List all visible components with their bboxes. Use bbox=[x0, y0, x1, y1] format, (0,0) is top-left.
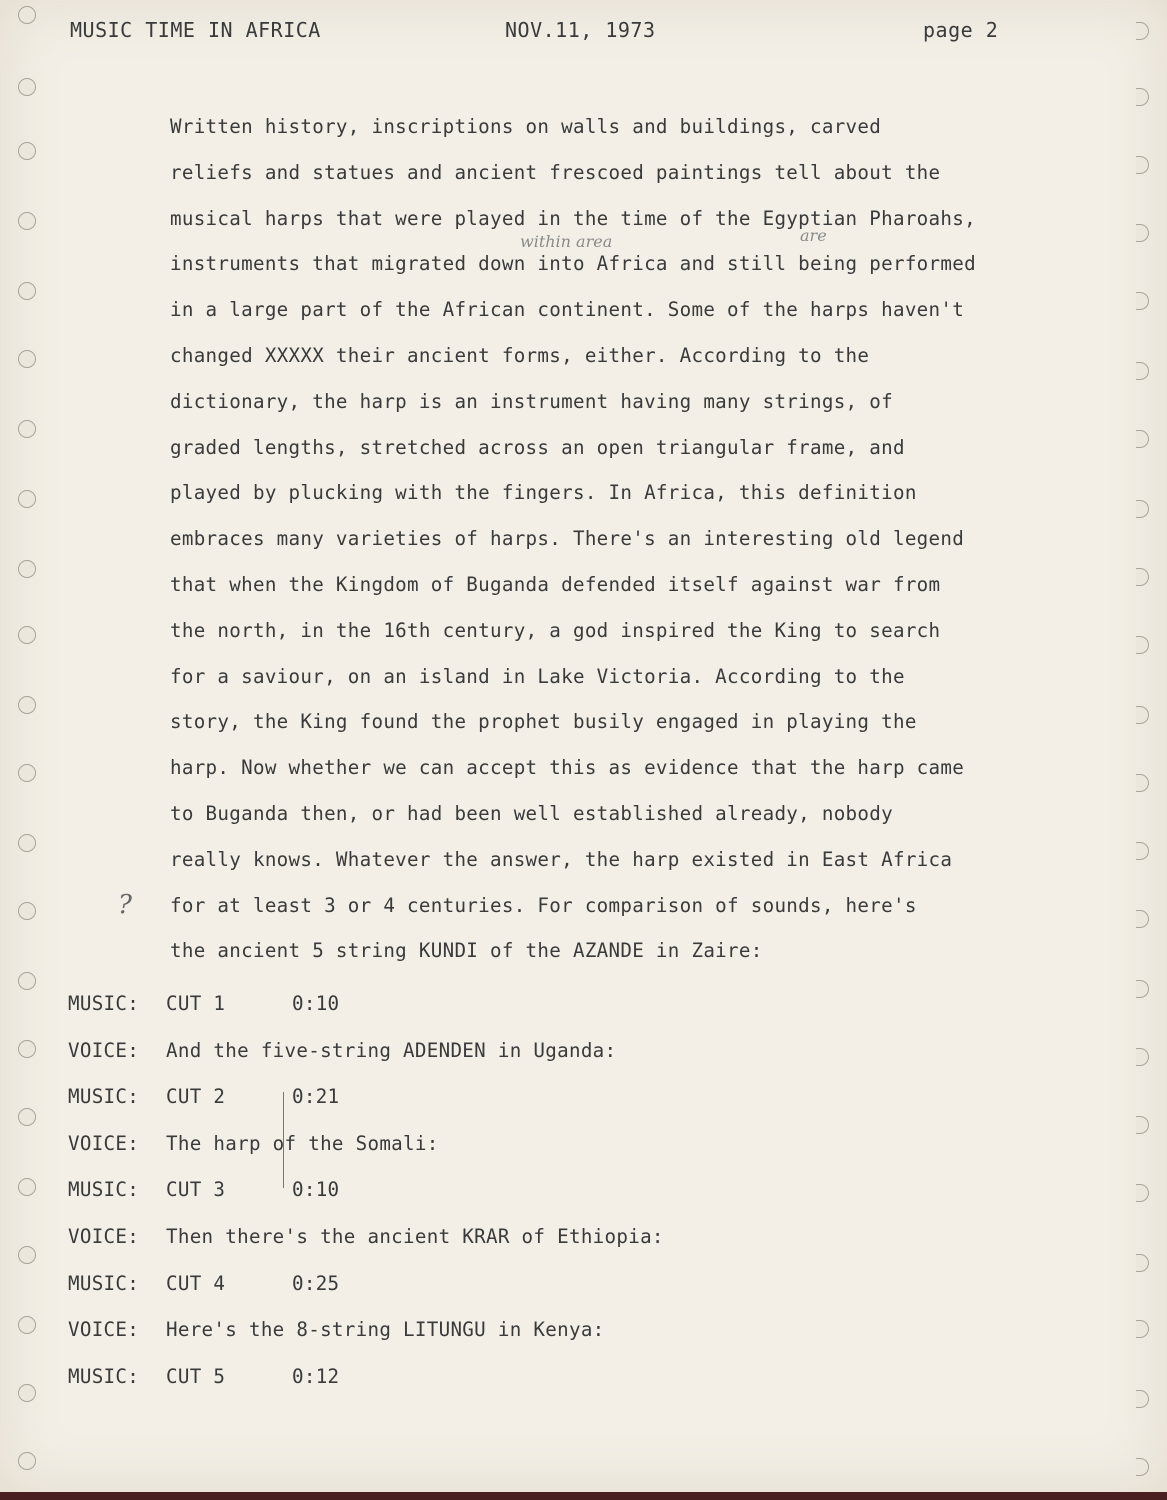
cue-label: VOICE: bbox=[68, 1318, 140, 1342]
cue-text: Here's the 8-string LITUNGU in Kenya: bbox=[166, 1318, 605, 1342]
cue-text: Then there's the ancient KRAR of Ethiopia: bbox=[166, 1224, 664, 1248]
body-line: instruments that migrated down into Africa and still being performed bbox=[170, 252, 976, 276]
cue-time: 0:10 bbox=[292, 1178, 340, 1202]
binder-hole-right bbox=[1136, 156, 1149, 174]
body-line: graded lengths, stretched across an open triangular frame, and bbox=[170, 435, 905, 459]
cue-text: The harp of the Somali: bbox=[166, 1131, 439, 1155]
body-line: reliefs and statues and ancient frescoed paintings tell about the bbox=[170, 160, 941, 184]
binder-hole-right bbox=[1136, 1458, 1149, 1476]
binder-hole-right bbox=[1136, 1254, 1149, 1272]
binder-hole-left bbox=[18, 560, 36, 578]
cue-time: 0:12 bbox=[292, 1364, 340, 1388]
binder-hole-right bbox=[1136, 430, 1149, 448]
cue-text: CUT 2 bbox=[166, 1085, 226, 1109]
cue-label: MUSIC: bbox=[68, 1085, 140, 1109]
cue-voice bbox=[68, 1307, 868, 1354]
binder-hole-right bbox=[1136, 500, 1149, 518]
binder-hole-right bbox=[1136, 88, 1149, 106]
body-line: story, the King found the prophet busily engaged in playing the bbox=[170, 710, 917, 734]
cue-label: VOICE: bbox=[68, 1224, 140, 1248]
page-bottom-edge bbox=[0, 1492, 1167, 1500]
cue-music bbox=[68, 1074, 868, 1121]
cue-music bbox=[68, 1261, 868, 1308]
body-line: dictionary, the harp is an instrument having many strings, of bbox=[170, 389, 893, 413]
cue-text: CUT 3 bbox=[166, 1178, 226, 1202]
body-line: for a saviour, on an island in Lake Victoria. According to the bbox=[170, 664, 905, 688]
binder-hole-left bbox=[18, 764, 36, 782]
binder-hole-right bbox=[1136, 910, 1149, 928]
body-line: really knows. Whatever the answer, the harp existed in East Africa bbox=[170, 847, 953, 871]
binder-hole-left bbox=[18, 420, 36, 438]
binder-hole-right bbox=[1136, 774, 1149, 792]
body-line: to Buganda then, or had been well established already, nobody bbox=[170, 801, 893, 825]
broadcast-date: NOV.11, 1973 bbox=[505, 18, 656, 42]
cue-music bbox=[68, 1354, 868, 1401]
binder-hole-right bbox=[1136, 842, 1149, 860]
binder-hole-left bbox=[18, 1246, 36, 1264]
binder-hole-left bbox=[18, 1040, 36, 1058]
cue-list bbox=[68, 981, 868, 1400]
cue-text: CUT 5 bbox=[166, 1364, 226, 1388]
binder-hole-left bbox=[18, 972, 36, 990]
cue-music bbox=[68, 1167, 868, 1214]
binder-hole-right bbox=[1136, 224, 1149, 242]
body-line: in a large part of the African continent. Some of the harps haven't bbox=[170, 298, 965, 322]
cue-music bbox=[68, 981, 868, 1028]
binder-hole-left bbox=[18, 1178, 36, 1196]
cue-time: 0:21 bbox=[292, 1085, 340, 1109]
cue-label: MUSIC: bbox=[68, 992, 140, 1015]
page-header bbox=[70, 18, 1017, 48]
cue-time: 0:25 bbox=[292, 1271, 340, 1295]
cue-voice bbox=[68, 1028, 868, 1075]
body-line: played by plucking with the fingers. In Africa, this definition bbox=[170, 481, 917, 505]
body-line: embraces many varieties of harps. There's an interesting old legend bbox=[170, 527, 965, 551]
binder-hole-left bbox=[18, 696, 36, 714]
body-line: musical harps that were played in the time of the Egyptian Pharoahs, bbox=[170, 206, 976, 230]
script-body bbox=[170, 104, 1130, 974]
binder-hole-left bbox=[18, 1384, 36, 1402]
body-line: that when the Kingdom of Buganda defended itself against war from bbox=[170, 572, 941, 596]
body-line: harp. Now whether we can accept this as evidence that the harp came bbox=[170, 756, 965, 780]
body-line: for at least 3 or 4 centuries. For comparison of sounds, here's bbox=[170, 893, 917, 917]
binder-hole-left bbox=[18, 212, 36, 230]
cue-time: 0:10 bbox=[292, 992, 340, 1015]
body-line: the north, in the 16th century, a god inspired the King to search bbox=[170, 618, 941, 642]
program-title: MUSIC TIME IN AFRICA bbox=[70, 18, 321, 42]
binder-hole-right bbox=[1136, 1390, 1149, 1408]
binder-hole-right bbox=[1136, 362, 1149, 380]
binder-hole-left bbox=[18, 78, 36, 96]
binder-hole-left bbox=[18, 1108, 36, 1126]
binder-hole-left bbox=[18, 350, 36, 368]
cue-label: VOICE: bbox=[68, 1131, 140, 1155]
binder-hole-right bbox=[1136, 292, 1149, 310]
binder-hole-left bbox=[18, 1316, 36, 1334]
cue-label: MUSIC: bbox=[68, 1364, 140, 1388]
binder-hole-right bbox=[1136, 22, 1149, 40]
binder-hole-left bbox=[18, 1452, 36, 1470]
binder-hole-left bbox=[18, 626, 36, 644]
cue-label: MUSIC: bbox=[68, 1271, 140, 1295]
cue-voice bbox=[68, 1121, 868, 1168]
binder-hole-left bbox=[18, 282, 36, 300]
binder-hole-right bbox=[1136, 1116, 1149, 1134]
binder-hole-right bbox=[1136, 1184, 1149, 1202]
cue-text: And the five-string ADENDEN in Uganda: bbox=[166, 1038, 617, 1062]
handwritten-correction: are bbox=[800, 226, 827, 245]
margin-question-mark: ? bbox=[118, 890, 132, 920]
binder-hole-right bbox=[1136, 1048, 1149, 1066]
body-line: Written history, inscriptions on walls and buildings, carved bbox=[170, 115, 882, 138]
binder-hole-left bbox=[18, 490, 36, 508]
cue-label: MUSIC: bbox=[68, 1178, 140, 1202]
binder-hole-left bbox=[18, 142, 36, 160]
cue-text: CUT 1 bbox=[166, 992, 226, 1015]
binder-hole-right bbox=[1136, 1320, 1149, 1338]
binder-hole-right bbox=[1136, 636, 1149, 654]
binder-hole-right bbox=[1136, 980, 1149, 998]
cue-voice bbox=[68, 1214, 868, 1261]
page-number: page 2 bbox=[923, 18, 999, 42]
binder-hole-left bbox=[18, 6, 36, 24]
pencil-divider-mark bbox=[283, 1092, 284, 1188]
cue-text: CUT 4 bbox=[166, 1271, 226, 1295]
body-line: changed XXXXX their ancient forms, either. According to the bbox=[170, 343, 870, 367]
binder-hole-right bbox=[1136, 568, 1149, 586]
binder-hole-left bbox=[18, 834, 36, 852]
binder-hole-right bbox=[1136, 706, 1149, 724]
body-line: the ancient 5 string KUNDI of the AZANDE in Zaire: bbox=[170, 939, 763, 963]
binder-hole-left bbox=[18, 902, 36, 920]
handwritten-insertion: within area bbox=[520, 232, 613, 251]
cue-label: VOICE: bbox=[68, 1038, 140, 1062]
